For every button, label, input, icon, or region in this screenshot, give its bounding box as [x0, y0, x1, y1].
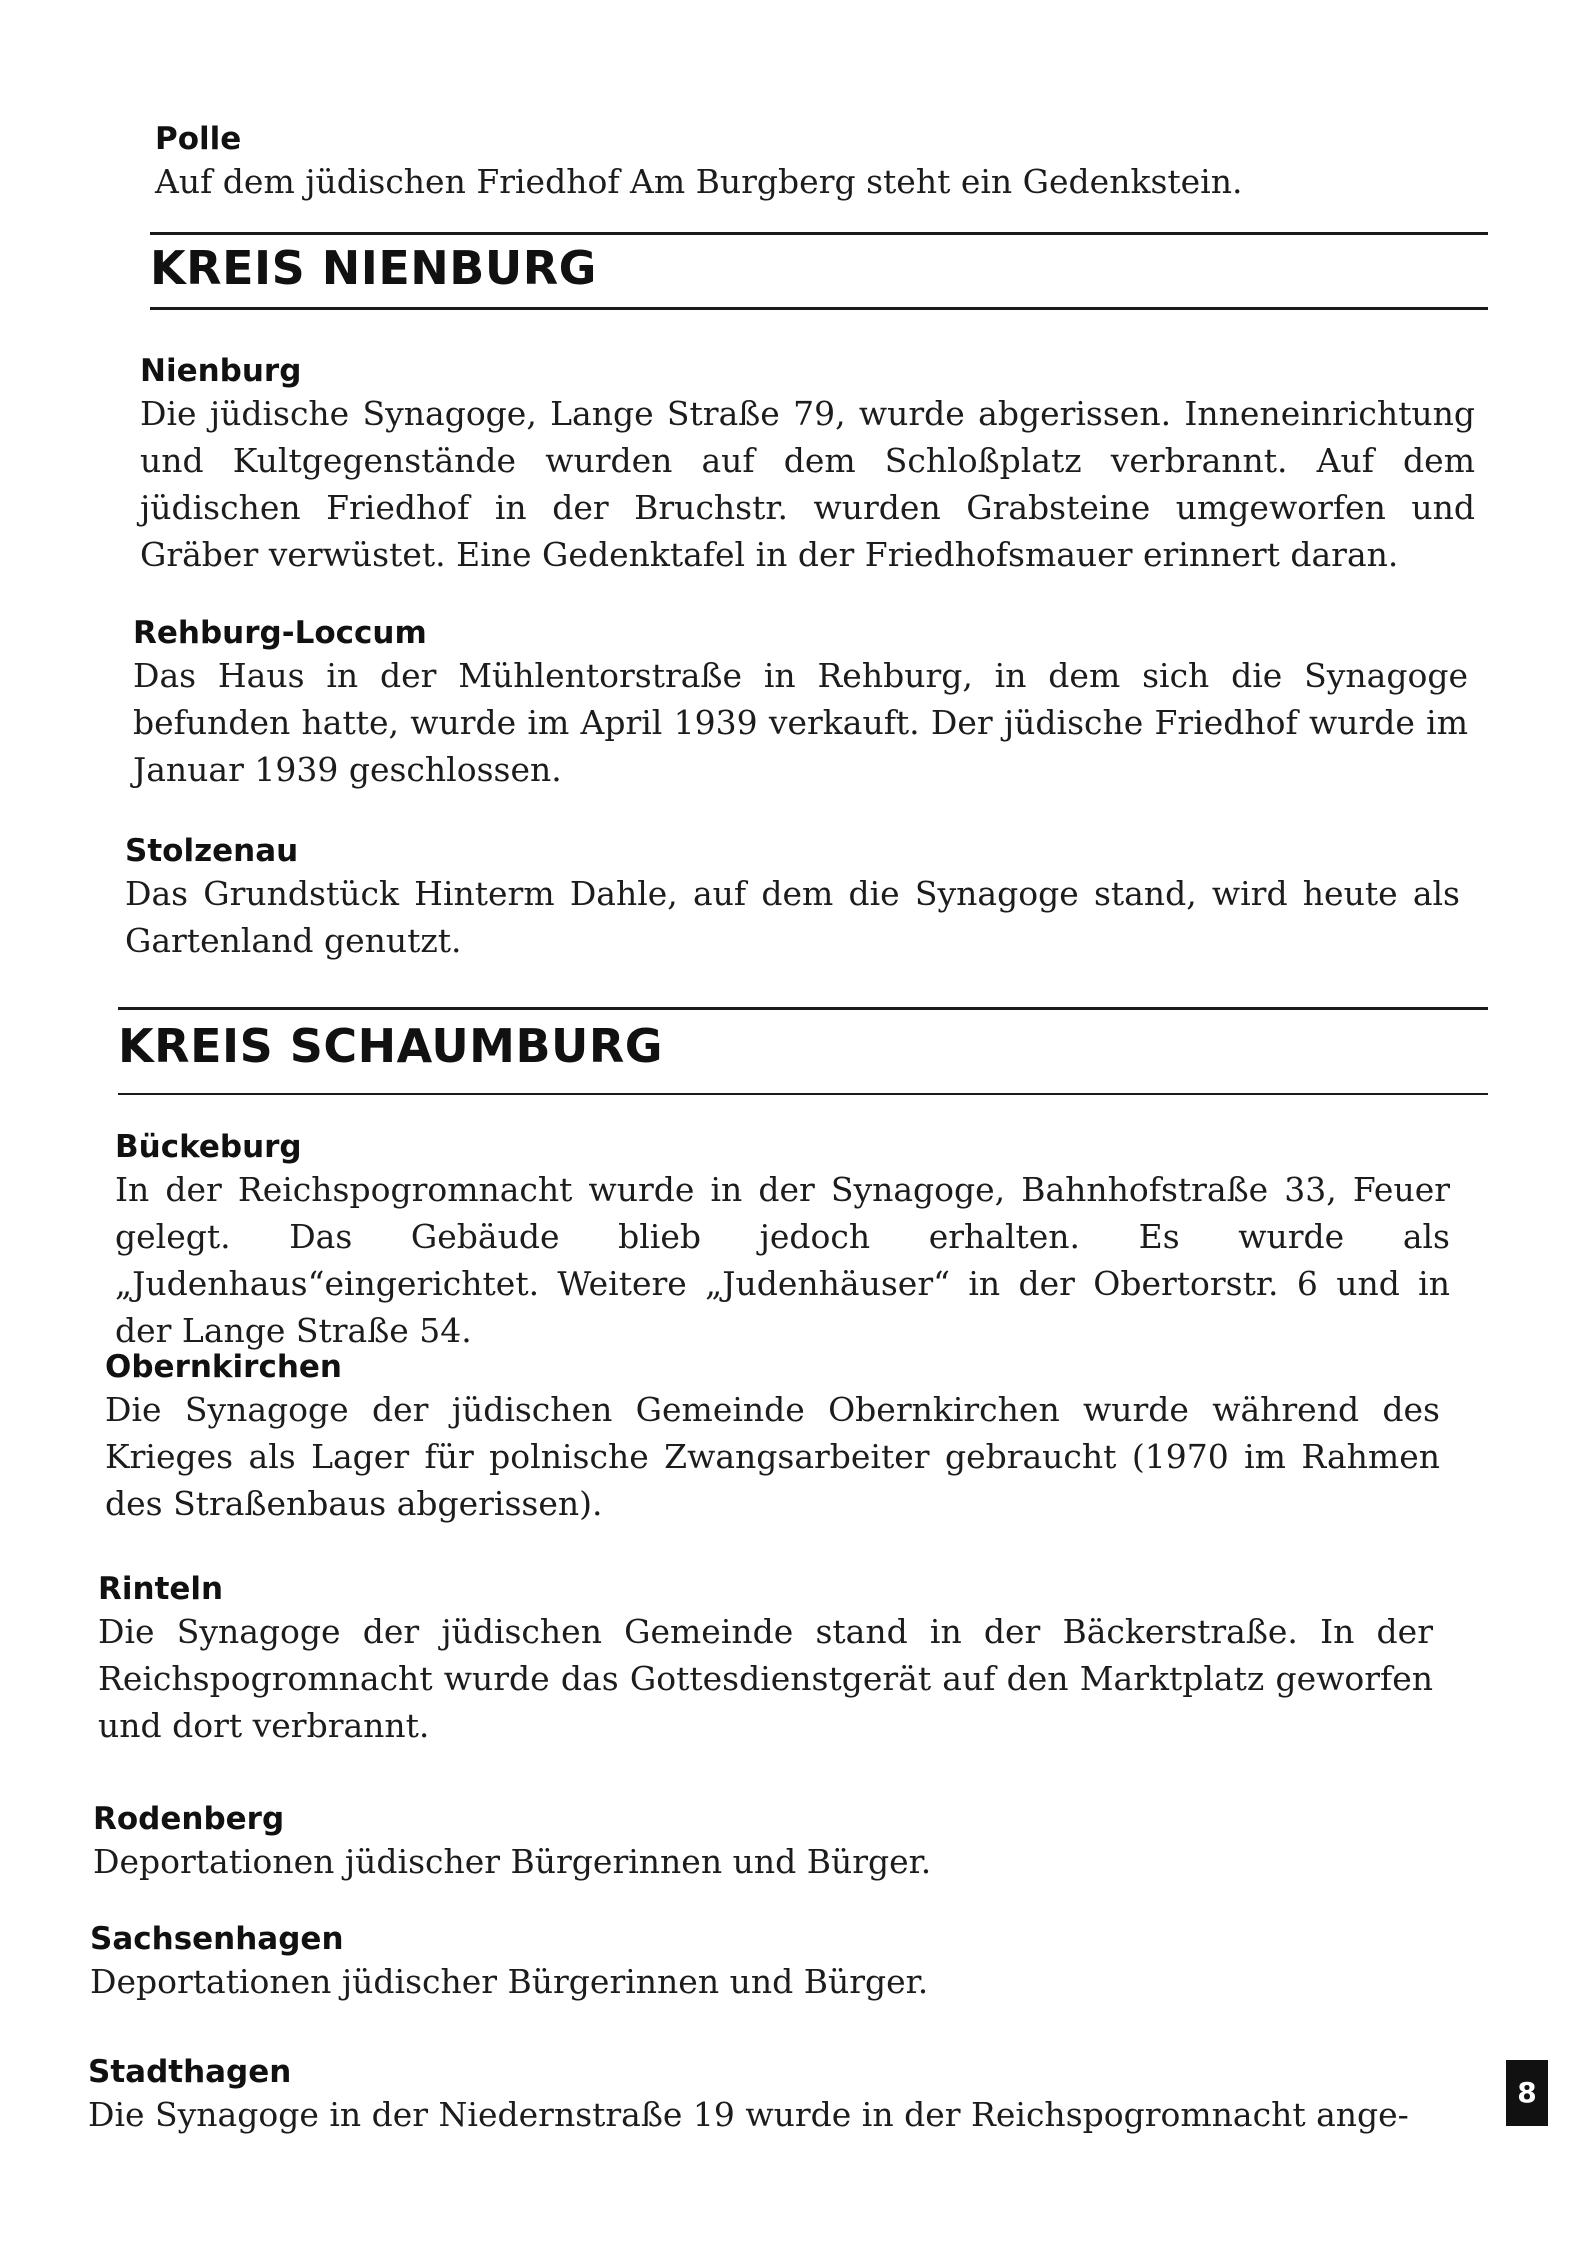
entry-rodenberg [93, 1800, 1428, 1885]
place-heading: Sachsenhagen [90, 1921, 344, 1957]
entry-text: Deportationen jüdischer Bürgerinnen und Bürger. [93, 1842, 932, 1881]
section-rule-bottom [150, 307, 1488, 310]
section-rule-bottom [118, 1093, 1488, 1095]
entry-nienburg [140, 352, 1475, 578]
entry-sachsenhagen [90, 1920, 1425, 2005]
entry-text: Die Synagoge in der Niedernstraße 19 wurde in der Reichspogromnacht ange- [88, 2095, 1409, 2134]
entry-text: Die jüdische Synagoge, Lange Straße 79, wurde abgerissen. Inneneinrichtung und Kultgegenstände wurden auf dem Schloßplatz verbrannt. Auf dem jüdischen Friedhof in der Bruchstr. wurden Grabsteine umgeworfen und Gräber verwüstet. Eine Gedenktafel in der Friedhofsmauer erinnert daran. [140, 394, 1475, 574]
entry-text: Deportationen jüdischer Bürgerinnen und Bürger. [90, 1962, 929, 2001]
entry-bueckeburg [115, 1128, 1450, 1354]
entry-text: In der Reichspogromnacht wurde in der Synagoge, Bahnhofstraße 33, Feuer gelegt. Das Gebäude blieb jedoch erhalten. Es wurde als „Judenhaus“eingerichtet. Weitere „Judenhäuser“ in der Obertorstr. 6 und in der Lange Straße 54. [115, 1170, 1450, 1350]
place-heading: Stolzenau [125, 833, 299, 869]
place-heading: Nienburg [140, 353, 302, 389]
entry-text: Die Synagoge der jüdischen Gemeinde Obernkirchen wurde während des Krieges als Lager für polnische Zwangsarbeiter gebraucht (1970 im Rahmen des Straßenbaus abgerissen). [105, 1390, 1440, 1523]
entry-rehburg-loccum [133, 614, 1468, 793]
entry-stadthagen [88, 2053, 1423, 2138]
entry-text: Das Grundstück Hinterm Dahle, auf dem die Synagoge stand, wird heute als Gartenland genutzt. [125, 874, 1460, 960]
page-number-tab: 8 [1506, 2060, 1548, 2126]
entry-polle [155, 120, 1490, 205]
section-rule-top [150, 232, 1488, 235]
entry-text: Die Synagoge der jüdischen Gemeinde stand in der Bäckerstraße. In der Reichspogromnacht wurde das Gottesdienstgerät auf den Marktplatz geworfen und dort verbrannt. [98, 1612, 1433, 1745]
section-title: KREIS SCHAUMBURG [118, 1019, 664, 1073]
entry-rinteln [98, 1570, 1433, 1749]
place-heading: Obernkirchen [105, 1349, 342, 1385]
entry-text: Das Haus in der Mühlentorstraße in Rehburg, in dem sich die Synagoge befunden hatte, wurde im April 1939 verkauft. Der jüdische Friedhof wurde im Januar 1939 geschlossen. [133, 656, 1468, 789]
place-heading: Rehburg-Loccum [133, 615, 427, 651]
place-heading: Rodenberg [93, 1801, 285, 1837]
place-heading: Rinteln [98, 1571, 224, 1607]
place-heading: Stadthagen [88, 2054, 292, 2090]
entry-text: Auf dem jüdischen Friedhof Am Burgberg steht ein Gedenkstein. [155, 162, 1243, 201]
place-heading: Bückeburg [115, 1129, 302, 1165]
place-heading: Polle [155, 121, 242, 157]
section-rule-top [118, 1007, 1488, 1010]
section-title: KREIS NIENBURG [150, 241, 597, 295]
entry-stolzenau [125, 832, 1460, 964]
entry-obernkirchen [105, 1348, 1440, 1527]
